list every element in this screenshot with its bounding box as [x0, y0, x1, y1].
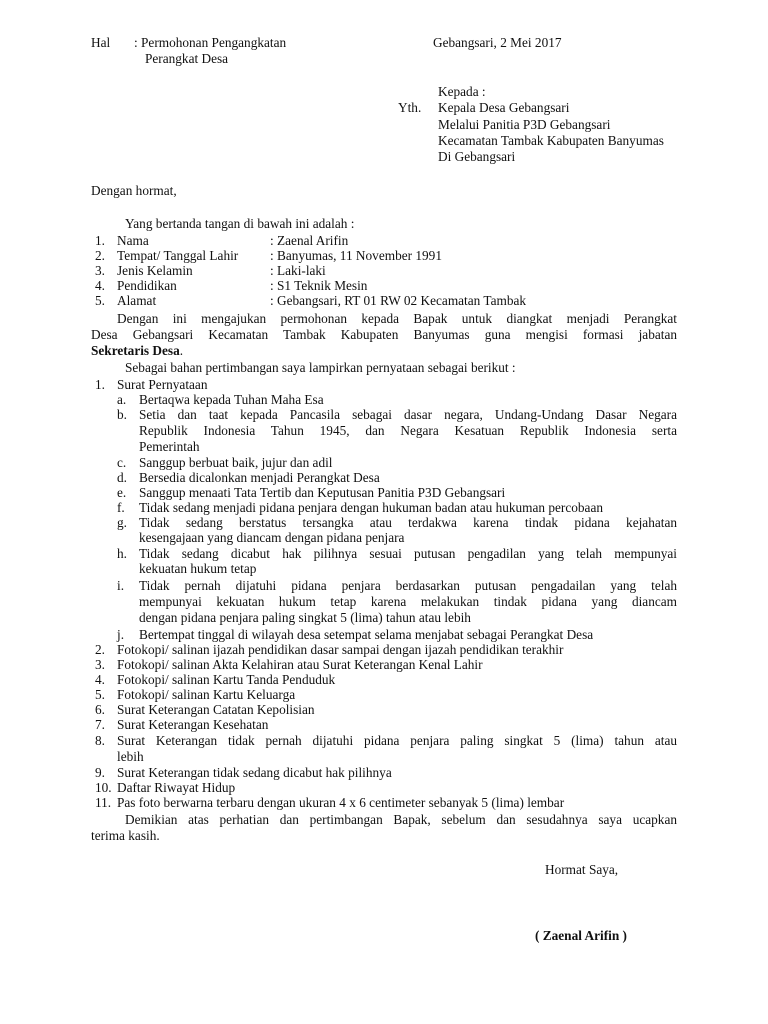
attachment-item: [0, 765, 768, 780]
item-text: Surat Keterangan tidak pernah dijatuhi pidana penjara paling singkat 5 (lima) tahun atau: [117, 733, 677, 748]
sub-item-letter: c.: [117, 455, 127, 470]
sub-item-letter: f.: [117, 500, 125, 515]
identity-number: 1.: [95, 233, 105, 248]
identity-row: [0, 233, 768, 248]
attachment-item: [0, 780, 768, 795]
position-name: Sekretaris Desa: [91, 343, 180, 358]
sub-item-letter: i.: [117, 578, 125, 593]
body-paragraph-last-line: [91, 343, 183, 358]
subject-label: Hal: [91, 35, 111, 50]
recipient-line: Di Gebangsari: [438, 149, 516, 164]
item-number: 7.: [95, 717, 105, 732]
item-text: Fotokopi/ salinan Akta Kelahiran atau Surat Keterangan Kenal Lahir: [117, 657, 483, 672]
subject-line-2: Perangkat Desa: [145, 51, 229, 66]
attachment-item: [0, 687, 768, 702]
sub-item: [0, 392, 768, 407]
item-number: 1.: [95, 377, 105, 392]
identity-number: 3.: [95, 263, 105, 278]
item-number: 2.: [95, 642, 105, 657]
item-text: Surat Pernyataan: [117, 377, 208, 392]
sub-item-letter: b.: [117, 407, 127, 422]
attachment-item: [0, 717, 768, 732]
body-paragraph-line: Desa Gebangsari Kecamatan Tambak Kabupaten Banyumas guna mengisi formasi jabatan: [91, 327, 677, 342]
sub-item: [0, 407, 768, 422]
attachment-item: [0, 642, 768, 657]
item-number: 3.: [95, 657, 105, 672]
item-text: Fotokopi/ salinan Kartu Tanda Penduduk: [117, 672, 336, 687]
sub-item-text: Tidak sedang berstatus tersangka atau terdakwa karena tindak pidana kejahatan: [139, 515, 677, 530]
sub-item-text: Pemerintah: [139, 439, 200, 454]
position-tail: .: [179, 343, 184, 358]
recipient-line: Melalui Panitia P3D Gebangsari: [438, 117, 611, 132]
identity-value: : Zaenal Arifin: [270, 233, 349, 248]
sub-item-text: Tidak sedang dicabut hak pilihnya sesuai putusan pengadilan yang telah mempunyai: [139, 546, 677, 561]
sub-item: [0, 546, 768, 561]
sub-item-text: Bersedia dicalonkan menjadi Perangkat Desa: [139, 470, 380, 485]
sub-item-text: mempunyai kekuatan hukum tetap karena melakukan tindak pidana yang diancam: [139, 594, 677, 609]
identity-number: 5.: [95, 293, 105, 308]
recipient-line: Kecamatan Tambak Kabupaten Banyumas: [438, 133, 664, 148]
sub-item-text: Sanggup berbuat baik, jujur dan adil: [139, 455, 333, 470]
recipient-yth: Yth.: [398, 100, 422, 115]
identity-value: : Banyumas, 11 November 1991: [270, 248, 442, 263]
identity-row: [0, 263, 768, 278]
item-number: 10.: [95, 780, 112, 795]
sub-item: [0, 500, 768, 515]
sub-item-text: Sanggup menaati Tata Tertib dan Keputusan Panitia P3D Gebangsari: [139, 485, 506, 500]
subject-line-1: : Permohonan Pengangkatan: [134, 35, 287, 50]
identity-row: [0, 248, 768, 263]
sub-item-letter: j.: [117, 627, 125, 642]
item-number: 8.: [95, 733, 105, 748]
greeting: Dengan hormat,: [91, 183, 177, 198]
attachment-item: [0, 733, 768, 748]
item-text: Daftar Riwayat Hidup: [117, 780, 236, 795]
identity-row: [0, 293, 768, 308]
place-date: Gebangsari, 2 Mei 2017: [433, 35, 562, 50]
sub-item-text: kekuatan hukum tetap: [139, 561, 257, 576]
sub-item: [0, 578, 768, 593]
sub-item-text: kesengajaan yang diancam dengan pidana penjara: [139, 530, 405, 545]
sub-item: [0, 485, 768, 500]
identity-row: [0, 278, 768, 293]
sub-item: [0, 515, 768, 530]
item-text: Fotokopi/ salinan ijazah pendidikan dasar sampai dengan ijazah pendidikan terakhir: [117, 642, 564, 657]
sub-item-letter: d.: [117, 470, 127, 485]
item-text: Surat Keterangan Kesehatan: [117, 717, 269, 732]
consider-text: Sebagai bahan pertimbangan saya lampirkan pernyataan sebagai berikut :: [125, 360, 516, 375]
signatory-name: ( Zaenal Arifin ): [535, 928, 627, 943]
item-number: 9.: [95, 765, 105, 780]
sub-item: [0, 470, 768, 485]
identity-label: Nama: [117, 233, 149, 248]
sub-item: [0, 455, 768, 470]
sub-item: [0, 627, 768, 642]
identity-value: : S1 Teknik Mesin: [270, 278, 368, 293]
attachment-item: [0, 702, 768, 717]
sub-item-letter: h.: [117, 546, 127, 561]
sub-item-text: Bertaqwa kepada Tuhan Maha Esa: [139, 392, 324, 407]
body-paragraph-line: Dengan ini mengajukan permohonan kepada Bapak untuk diangkat menjadi Perangkat: [117, 311, 677, 326]
item-number: 4.: [95, 672, 105, 687]
attachment-item: [0, 377, 768, 392]
item-text: Pas foto berwarna terbaru dengan ukuran 4 x 6 centimeter sebanyak 5 (lima) lembar: [117, 795, 565, 810]
sub-item-letter: e.: [117, 485, 127, 500]
sub-item-text: Tidak pernah dijatuhi pidana penjara berdasarkan putusan pengadailan yang telah: [139, 578, 677, 593]
recipient-to: Kepada :: [438, 84, 486, 99]
item-number: 5.: [95, 687, 105, 702]
attachment-item: [0, 672, 768, 687]
identity-value: : Laki-laki: [270, 263, 326, 278]
identity-label: Pendidikan: [117, 278, 177, 293]
sub-item-letter: a.: [117, 392, 127, 407]
regards: Hormat Saya,: [545, 862, 619, 877]
identity-number: 2.: [95, 248, 105, 263]
item-text: Fotokopi/ salinan Kartu Keluarga: [117, 687, 296, 702]
sub-item-text: Setia dan taat kepada Pancasila sebagai dasar negara, Undang-Undang Dasar Negara: [139, 407, 677, 422]
identity-number: 4.: [95, 278, 105, 293]
identity-label: Tempat/ Tanggal Lahir: [117, 248, 239, 263]
sub-item-text: Republik Indonesia Tahun 1945, dan Negara Kesatuan Republik Indonesia serta: [139, 423, 677, 438]
sub-item-text: Tidak sedang menjadi pidana penjara dengan hukuman badan atau hukuman percobaan: [139, 500, 604, 515]
sub-item-letter: g.: [117, 515, 127, 530]
attachment-item: [0, 657, 768, 672]
closing-line: terima kasih.: [91, 828, 160, 843]
item-number: 6.: [95, 702, 105, 717]
sub-item-text: dengan pidana penjara paling singkat 5 (lima) tahun atau lebih: [139, 610, 471, 625]
item-number: 11.: [95, 795, 112, 810]
identity-label: Alamat: [117, 293, 157, 308]
recipient-line: Kepala Desa Gebangsari: [438, 100, 570, 115]
sub-item-text: Bertempat tinggal di wilayah desa setempat selama menjabat sebagai Perangkat Desa: [139, 627, 594, 642]
item-text: Surat Keterangan Catatan Kepolisian: [117, 702, 315, 717]
identity-value: : Gebangsari, RT 01 RW 02 Kecamatan Tambak: [270, 293, 527, 308]
item-text: lebih: [117, 749, 144, 764]
item-text: Surat Keterangan tidak sedang dicabut hak pilihnya: [117, 765, 392, 780]
identity-label: Jenis Kelamin: [117, 263, 193, 278]
intro-text: Yang bertanda tangan di bawah ini adalah :: [125, 216, 355, 231]
attachment-item: [0, 795, 768, 810]
closing-line: Demikian atas perhatian dan pertimbangan Bapak, sebelum dan sesudahnya saya ucapkan: [125, 812, 677, 827]
